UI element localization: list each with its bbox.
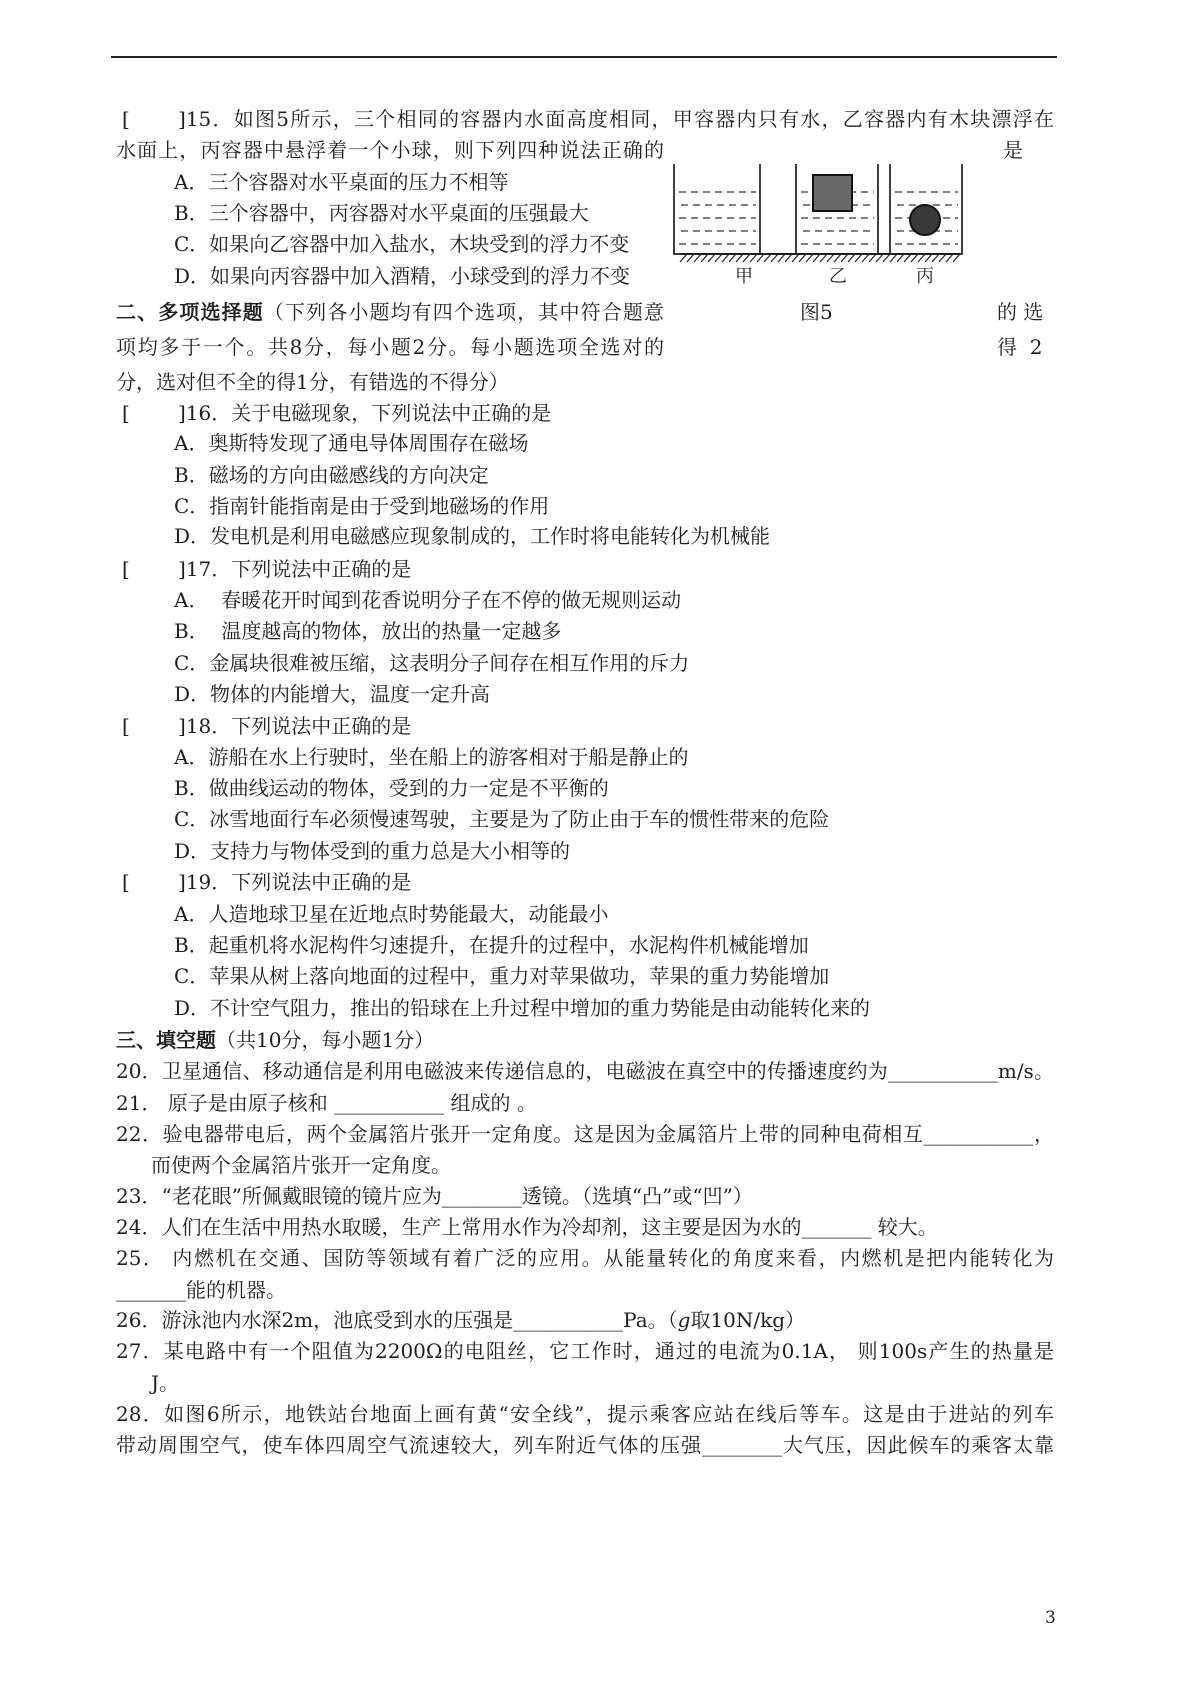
- container-yi: [796, 164, 878, 254]
- q19-option-d: D．不计空气阻力，推出的铅球在上升过程中增加的重力势能是由动能转化来的: [174, 996, 871, 1020]
- q17-stem-text: 17．下列说法中正确的是: [185, 557, 412, 581]
- q16-option-d: D．发电机是利用电磁感应现象制成的，工作时将电能转化为机械能: [174, 524, 771, 548]
- water-jia: [679, 192, 756, 244]
- q15-option-b: B．三个容器中，丙容器对水平桌面的压强最大: [174, 201, 589, 225]
- section-2-instructions-right-2: 得 2: [997, 335, 1043, 359]
- section-2-instructions-2: 项均多于一个。共8分，每小题2分。每小题选项全选对的: [116, 335, 664, 359]
- q25-line-2: _______能的机器。: [116, 1278, 286, 1302]
- answer-bracket-open-q15: [: [122, 107, 130, 131]
- q19-stem: [178, 867, 411, 898]
- answer-bracket-open-q19: [: [122, 870, 130, 894]
- q15-stem-text: 15．如图5所示，三个相同的容器内水面高度相同，甲容器内只有水，乙容器内有木块漂浮在: [185, 107, 1054, 131]
- answer-bracket-close-q19: ]: [178, 870, 186, 894]
- q27-line-1: 27．某电路中有一个阻值为2200Ω的电阻丝，它工作时，通过的电流为0.1A， 则100s产生的热量是: [116, 1339, 1054, 1363]
- section-2-instructions-1: （下列各小题均有四个选项，其中符合题意: [263, 300, 664, 324]
- section-2-instructions-right-1: 的 选: [997, 300, 1044, 324]
- answer-bracket-close-q17: ]: [178, 557, 186, 581]
- q15-stem-line-1: [178, 104, 1054, 135]
- figure-5-caption: 图5: [800, 300, 833, 324]
- q17-option-c: C．金属块很难被压缩，这表明分子间存在相互作用的斥力: [174, 651, 690, 675]
- answer-bracket-close-q18: ]: [178, 714, 186, 738]
- q17-option-a: A． 春暖花开时闻到花香说明分子在不停的做无规则运动: [174, 588, 682, 612]
- q19-stem-text: 19．下列说法中正确的是: [185, 870, 412, 894]
- label-bing: 丙: [916, 266, 934, 287]
- q28-line-2: 带动周围空气，使车体四周空气流速较大，列车附近气体的压强________大气压，因此候车的乘客太靠: [116, 1433, 1054, 1457]
- q21: 21． 原子是由原子核和 ___________ 组成的 。: [116, 1091, 537, 1115]
- section-3-heading: [116, 1025, 434, 1056]
- q17-option-b: B． 温度越高的物体，放出的热量一定越多: [174, 619, 562, 643]
- q17-option-d: D．物体的内能增大，温度一定升高: [174, 682, 491, 706]
- q18-option-c: C．冰雪地面行车必须慢速驾驶，主要是为了防止由于车的惯性带来的危险: [174, 807, 830, 831]
- answer-bracket-close-q15: ]: [178, 107, 186, 131]
- q19-option-a: A．人造地球卫星在近地点时势能最大，动能最小: [174, 902, 609, 926]
- q18-option-b: B．做曲线运动的物体，受到的力一定是不平衡的: [174, 776, 609, 800]
- answer-bracket-open-q18: [: [122, 714, 130, 738]
- q23: 23．“老花眼”所佩戴眼镜的镜片应为________透镜。（选填“凸”或“凹”）: [116, 1184, 753, 1208]
- q27-line-2: J。: [151, 1371, 180, 1395]
- q16-option-b: B．磁场的方向由磁感线的方向决定: [174, 463, 489, 487]
- q15-stem-end: 是: [1003, 138, 1023, 162]
- q24: 24．人们在生活中用热水取暖，生产上常用水作为冷却剂，这主要是因为水的_______ 较大。: [116, 1215, 938, 1239]
- q17-stem: [178, 554, 411, 585]
- section-2-title: 二、多项选择题: [116, 300, 264, 324]
- label-yi: 乙: [829, 266, 847, 287]
- q19-option-b: B．起重机将水泥构件匀速提升，在提升的过程中，水泥构件机械能增加: [174, 933, 809, 957]
- q18-stem: [178, 711, 411, 742]
- q16-stem: [178, 398, 551, 429]
- q18-stem-text: 18．下列说法中正确的是: [185, 714, 412, 738]
- q18-option-a: A．游船在水上行驶时，坐在船上的游客相对于船是静止的: [174, 745, 689, 769]
- header-rule: [111, 56, 1057, 58]
- q18-option-d: D．支持力与物体受到的重力总是大小相等的: [174, 839, 571, 863]
- q25-line-1: 25． 内燃机在交通、国防等领域有着广泛的应用。从能量转化的角度来看，内燃机是把内能转化为: [116, 1246, 1054, 1270]
- figure-5-containers: [668, 158, 968, 288]
- q15-option-c: C．如果向乙容器中加入盐水，木块受到的浮力不变: [174, 232, 630, 256]
- answer-bracket-open-q17: [: [122, 557, 130, 581]
- q16-option-c: C．指南针能指南是由于受到地磁场的作用: [174, 494, 550, 518]
- q26: [116, 1305, 805, 1336]
- section-3-instructions: （共10分，每小题1分）: [216, 1028, 435, 1052]
- q19-option-c: C．苹果从树上落向地面的过程中，重力对苹果做功，苹果的重力势能增加: [174, 964, 830, 988]
- suspended-ball: [910, 205, 940, 235]
- q15-option-d: D．如果向丙容器中加入酒精，小球受到的浮力不变: [174, 264, 631, 288]
- q28-line-1: 28．如图6所示，地铁站台地面上画有黄“安全线”，提示乘客应站在线后等车。这是由于进站的列车: [116, 1402, 1054, 1426]
- label-jia: 甲: [735, 266, 753, 287]
- q22-line-1: 22．验电器带电后，两个金属箔片张开一定角度。这是因为金属箔片上带的同种电荷相互___________，: [116, 1122, 1054, 1146]
- q26-text: 26．游泳池内水深2m，池底受到水的压强是___________Pa。（: [116, 1308, 678, 1332]
- section-2-heading: [116, 297, 664, 328]
- answer-bracket-close-q16: ]: [178, 401, 186, 425]
- page-number: 3: [1045, 1608, 1056, 1628]
- answer-bracket-open-q16: [: [122, 401, 130, 425]
- q22-line-2: 而使两个金属箔片张开一定角度。: [151, 1153, 451, 1177]
- q15-stem-line-2: 水面上，丙容器中悬浮着一个小球，则下列四种说法正确的: [116, 138, 664, 162]
- q15-option-a: A．三个容器对水平桌面的压力不相等: [174, 170, 509, 194]
- section-2-instructions-3: 分，选对但不全的得1分，有错选的不得分）: [116, 370, 509, 394]
- container-jia: [674, 164, 760, 254]
- q20: 20．卫星通信、移动通信是利用电磁波来传递信息的，电磁波在真空中的传播速度约为___________m/s。: [116, 1059, 1054, 1083]
- q16-option-a: A．奥斯特发现了通电导体周围存在磁场: [174, 431, 529, 455]
- wood-block: [813, 175, 852, 211]
- q16-stem-text: 16．关于电磁现象，下列说法中正确的是: [185, 401, 552, 425]
- container-bing: [890, 164, 962, 254]
- section-3-title: 三、填空题: [116, 1028, 216, 1052]
- q26-text-end: 取10N/kg）: [690, 1308, 806, 1332]
- q26-variable: g: [677, 1308, 691, 1332]
- table-hatching: [680, 254, 960, 262]
